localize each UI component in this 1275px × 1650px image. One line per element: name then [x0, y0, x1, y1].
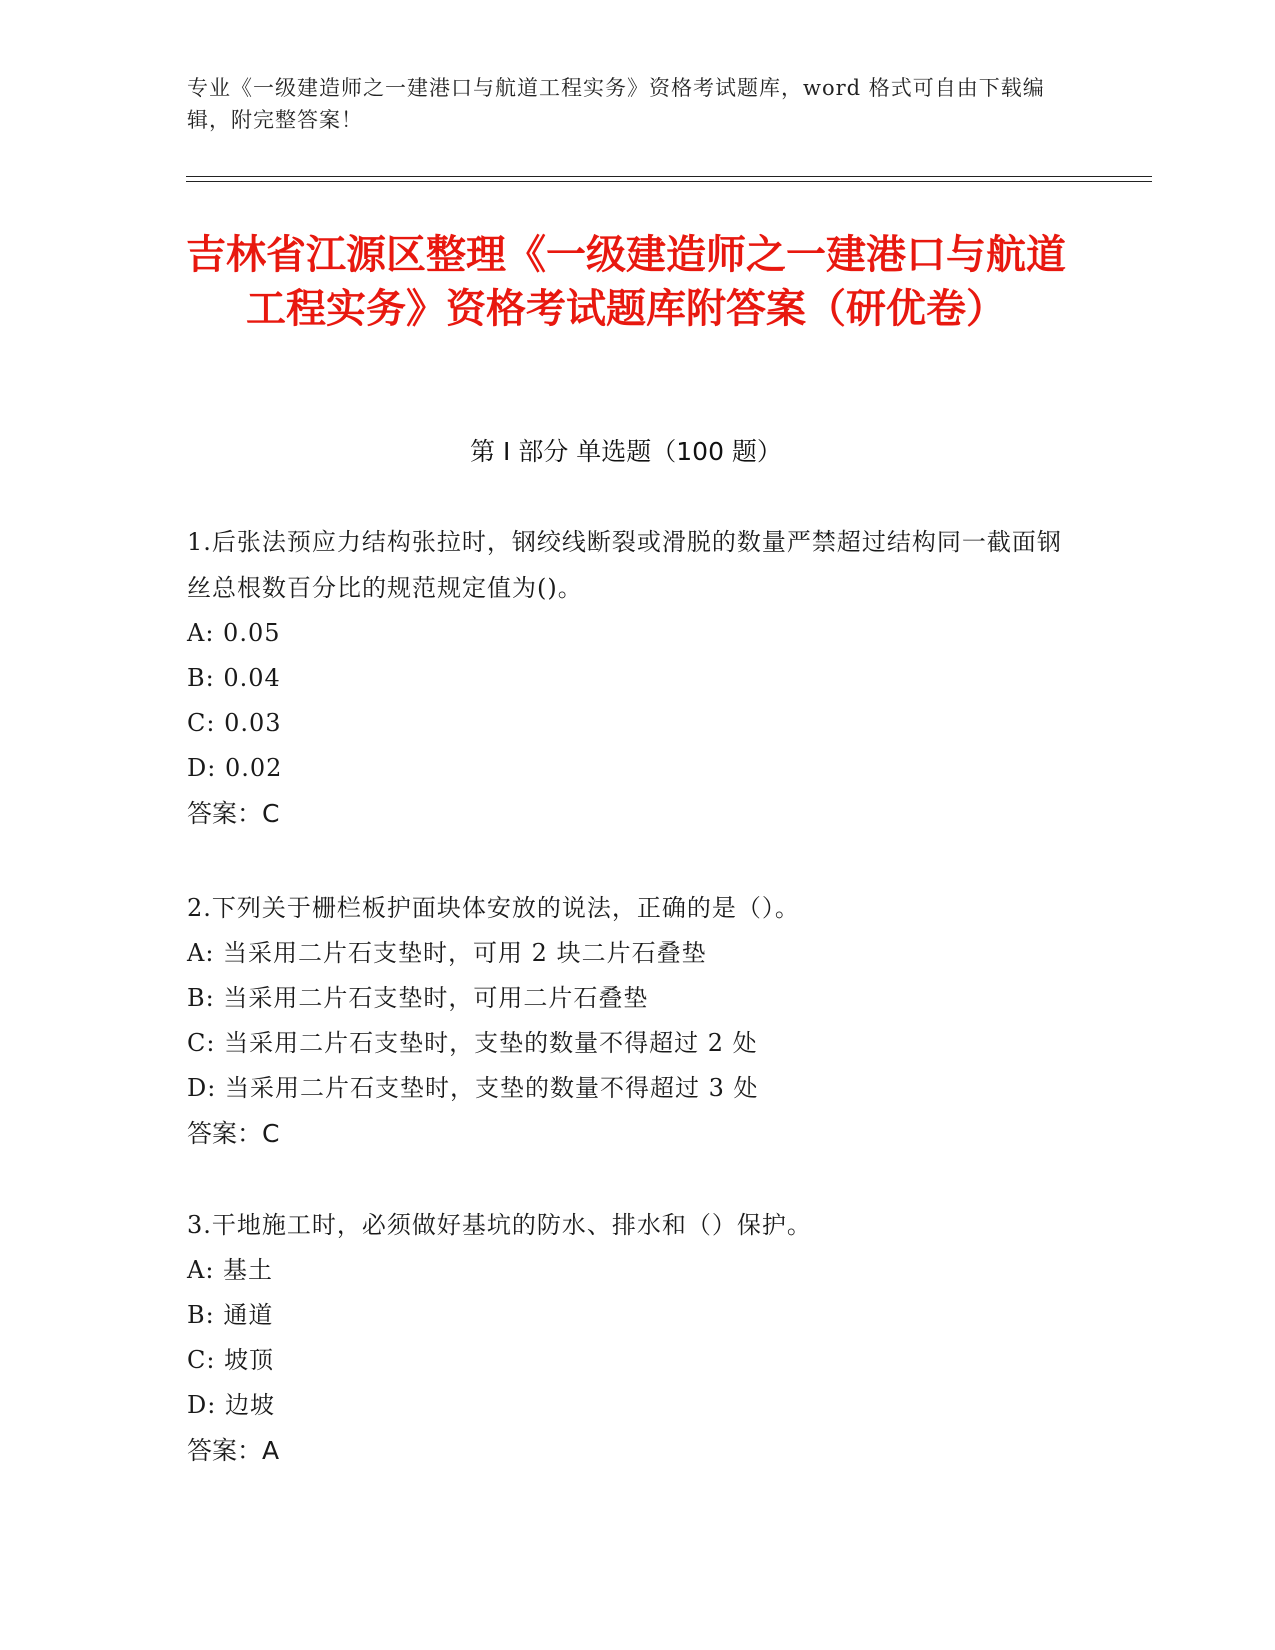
answer-line: 答案：A	[187, 1436, 280, 1465]
option-c: C: 坡顶	[187, 1346, 275, 1374]
question-stem: 1.后张法预应力结构张拉时，钢绞线断裂或滑脱的数量严禁超过结构同一截面钢丝总根数百分比的规范规定值为()。	[187, 528, 1062, 602]
header-note: 专业《一级建造师之一建港口与航道工程实务》资格考试题库，word 格式可自由下载编辑，附完整答案！	[187, 76, 1045, 132]
question-item	[187, 519, 1067, 836]
option-d: D: 边坡	[187, 1391, 275, 1419]
question-item	[187, 885, 1067, 1156]
answer-line: 答案：C	[187, 799, 280, 828]
question-stem: 3.干地施工时，必须做好基坑的防水、排水和（）保护。	[187, 1211, 812, 1239]
option-a: A: 基土	[187, 1256, 274, 1284]
option-b: B: 当采用二片石支垫时，可用二片石叠垫	[187, 984, 649, 1012]
answer-line: 答案：C	[187, 1119, 280, 1148]
document-title: 吉林省江源区整理《一级建造师之一建港口与航道工程实务》资格考试题库附答案（研优卷）	[186, 232, 1066, 332]
option-b: B: 通道	[187, 1301, 274, 1329]
option-a: A: 当采用二片石支垫时，可用 2 块二片石叠垫	[187, 939, 707, 967]
question-item	[187, 1202, 1067, 1473]
option-b: B: 0.04	[187, 664, 281, 692]
header-divider-top	[186, 176, 1152, 177]
option-c: C: 0.03	[187, 709, 282, 737]
header-divider-bottom	[186, 181, 1152, 182]
option-a: A: 0.05	[187, 619, 281, 647]
option-c: C: 当采用二片石支垫时，支垫的数量不得超过 2 处	[187, 1029, 758, 1057]
question-stem: 2.下列关于栅栏板护面块体安放的说法，正确的是（）。	[187, 894, 800, 922]
section-heading: 第 I 部分 单选题（100 题）	[470, 437, 782, 466]
option-d: D: 0.02	[187, 754, 283, 782]
option-d: D: 当采用二片石支垫时，支垫的数量不得超过 3 处	[187, 1074, 759, 1102]
